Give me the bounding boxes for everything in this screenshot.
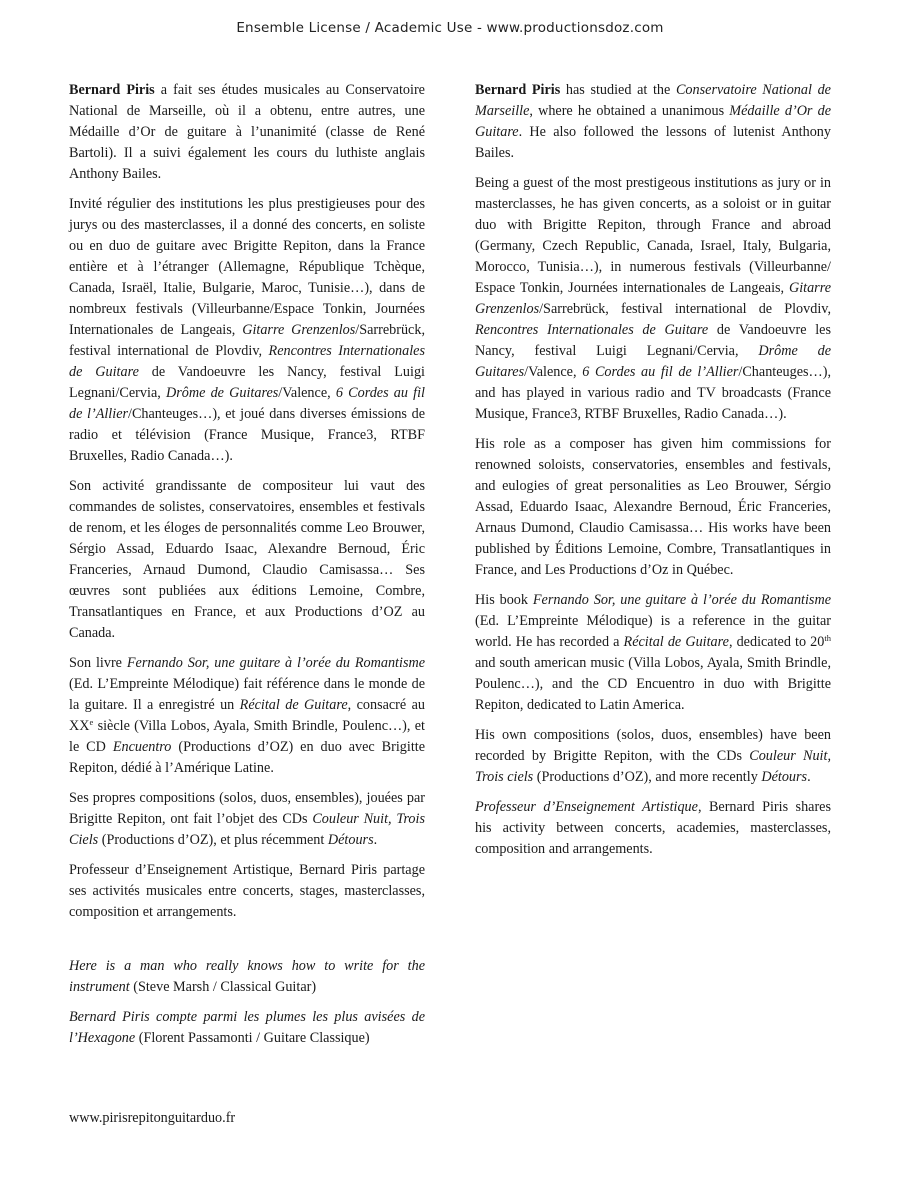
fr-name-bold: Bernard Piris <box>69 82 155 98</box>
fr-paragraph-teaching: Professeur d’Enseignement Artistique, Bernard Piris partage ses activités musicales entre concerts, stages, masterclasses, composition et arrangements. <box>69 862 425 920</box>
en-paragraph-teaching: Professeur d’Enseignement Artistique, Bernard Piris shares his activity between concerts, academies, masterclasses, composition and arrangements. <box>475 799 831 857</box>
license-header: Ensemble License / Academic Use - www.productionsdoz.com <box>236 20 664 36</box>
website-url: www.pirisrepitonguitarduo.fr <box>69 1110 236 1126</box>
en-paragraph-concerts: Being a guest of the most prestigeous institutions as jury or in masterclasses, he has given concerts, as a soloist or in guitar duo with Brigitte Repiton, through France and abroad (Germany, Czech Republic, Canada, Israel, Italy, Bulgaria, Morocco, Tunisia…), in numerous festivals (Villeurbanne/ Espace Tonkin, Journées internationales de Langeais, Gitarre Grenzenlos/Sarrebrück, festival international de Plovdiv, Rencontres Internationales de Guitare de Vandoeuvre les Nancy, festival Luigi Legnani/Cervia, Drôme de Guitares/Valence, 6 Cordes au fil de l’Allier/Chanteuges…), and has played in various radio and TV broadcasts (France Musique, France3, RTBF Bruxelles, Radio Canada…). <box>475 175 831 422</box>
fr-paragraph-compositions: Ses propres compositions (solos, duos, ensembles), jouées par Brigitte Repiton, ont fait l’objet des CDs Couleur Nuit, Trois Ciels (Productions d’OZ), et plus récemment Détours. <box>69 790 425 848</box>
fr-paragraph-composer: Son activité grandissante de compositeur lui vaut des commandes de solistes, conservatoires, ensembles et festivals de renom, et les éloges de personnalités comme Leo Brouwer, Sérgio Assad, Eduardo Isaac, Alexandre Bernoud, Éric Franceries, Arnaud Dumond, Claudio Camisassa… Ses œuvres sont publiées aux éditions Lemoine, Combre, Transatlantiques en France, et aux Productions d’OZ au Canada. <box>69 478 425 641</box>
english-column <box>475 80 831 869</box>
en-paragraph-intro: Bernard Piris has studied at the Conservatoire National de Marseille, where he obtained a unanimous Médaille d’Or de Guitare. He also followed the lessons of lutenist Anthony Bailes. <box>475 82 831 161</box>
fr-paragraph-intro: Bernard Piris a fait ses études musicales au Conservatoire National de Marseille, où il a obtenu, entre autres, une Médaille d’Or de guitare à l’unanimité (classe de René Bartoli). Il a suivi également les cours du luthiste anglais Anthony Bailes. <box>69 82 425 182</box>
en-paragraph-compositions: His own compositions (solos, duos, ensembles) have been recorded by Brigitte Repiton, with the CDs Couleur Nuit, Trois ciels (Productions d’OZ), and more recently Détours. <box>475 727 831 785</box>
quote-florent-passamonti: Bernard Piris compte parmi les plumes les plus avisées de l’Hexagone (Florent Passamonti / Guitare Classique) <box>69 1009 425 1046</box>
quote-steve-marsh: Here is a man who really knows how to write for the instrument (Steve Marsh / Classical Guitar) <box>69 958 425 995</box>
spacer <box>69 932 425 956</box>
en-name-bold: Bernard Piris <box>475 82 561 98</box>
fr-paragraph-concerts: Invité régulier des institutions les plus prestigieuses pour des jurys ou des masterclasses, il a donné des concerts, en soliste ou en duo de guitare avec Brigitte Repiton, dans la France entière et à l’étranger (Allemagne, République Tchèque, Canada, Israël, Italie, Bulgarie, Maroc, Tunisie…), dans de nombreux festivals (Villeurbanne/Espace Tonkin, Journées Internationales de Langeais, Gitarre Grenzenlos/Sarrebrück, festival international de Plovdiv, Rencontres Internationales de Guitare de Vandoeuvre les Nancy, festival Luigi Legnani/Cervia, Drôme de Guitares/Valence, 6 Cordes au fil de l’Allier/Chanteuges…), et joué dans diverses émissions de radio et télévision (France Musique, France3, RTBF Bruxelles, Radio Canada…). <box>69 196 425 464</box>
en-paragraph-book: His book Fernando Sor, une guitare à l’orée du Romantisme (Ed. L’Empreinte Mélodique) is a reference in the guitar world. He has recorded a Récital de Guitare, dedicated to 20th and south american music (Villa Lobos, Ayala, Smith Brindle, Poulenc…), and the CD Encuentro in duo with Brigitte Repiton, dedicated to Latin America. <box>475 592 831 713</box>
french-column <box>69 80 425 1058</box>
fr-paragraph-book: Son livre Fernando Sor, une guitare à l’orée du Romantisme (Ed. L’Empreinte Mélodique) fait référence dans le monde de la guitare. Il a enregistré un Récital de Guitare, consacré au XXe siècle (Villa Lobos, Ayala, Smith Brindle, Poulenc…), et le CD Encuentro (Productions d’OZ) en duo avec Brigitte Repiton, dédié à l’Amérique Latine. <box>69 655 426 776</box>
en-paragraph-composer: His role as a composer has given him commissions for renowned soloists, conservatories, ensembles and festivals, and eulogies of great personalities as Leo Brouwer, Sérgio Assad, Eduardo Isaac, Alexandre Bernoud, Éric Franceries, Arnaus Dumond, Claudio Camisassa… His works have been published by Éditions Lemoine, Combre, Transatlantiques in France, and Les Productions d’Oz in Québec. <box>475 436 831 578</box>
